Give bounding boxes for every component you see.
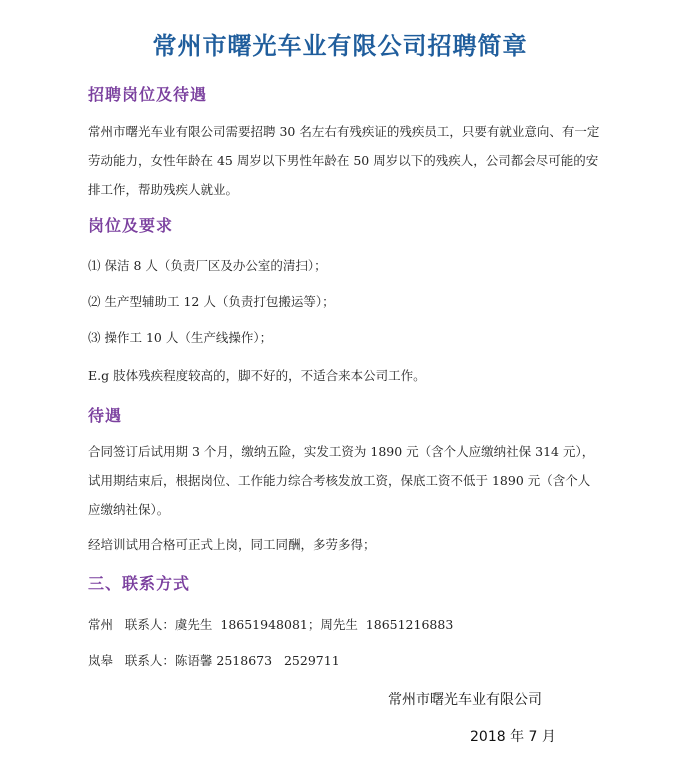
treatment-paragraph: 合同签订后试用期 3 个月，缴纳五险，实发工资为 1890 元（含个人应缴纳社保 314 元），试用期结束后，根据岗位、工作能力综合考核发放工资，保底工资不低于 1890 元（含个人应缴纳社保）。: [88, 444, 595, 517]
footer-company: 常州市曙光车业有限公司: [388, 692, 542, 708]
section-heading-contact: 三、联系方式: [88, 574, 191, 593]
footer-date: 2018 年 7 月: [470, 729, 556, 745]
page-title: 常州市曙光车业有限公司招聘简章: [152, 32, 528, 60]
position-note: E.g 肢体残疾程度较高的，脚不好的，不适合来本公司工作。: [88, 368, 426, 383]
position-item-helper: ⑵ 生产型辅助工 12 人（负责打包搬运等）；: [88, 294, 335, 309]
treatment-note: 经培训试用合格可正式上岗，同工同酬，多劳多得；: [88, 537, 376, 552]
position-item-operator: ⑶ 操作工 10 人（生产线操作）；: [88, 330, 273, 345]
section-heading-positions: 岗位及要求: [88, 216, 174, 235]
contact-line-changzhou: 常州 联系人：虞先生 18651948081；周先生 18651216883: [88, 617, 454, 632]
position-item-cleaning: ⑴ 保洁 8 人（负责厂区及办公室的清扫）；: [88, 258, 327, 273]
section-heading-recruit: 招聘岗位及待遇: [88, 85, 208, 104]
contact-line-langao: 岚皋 联系人：陈语馨 2518673 2529711: [88, 653, 340, 668]
recruit-paragraph: 常州市曙光车业有限公司需要招聘 30 名左右有残疾证的残疾员工，只要有就业意向、有一定劳动能力，女性年龄在 45 周岁以下男性年龄在 50 周岁以下的残疾人，公司都会尽可能的安排工作，帮助残疾人就业。: [88, 124, 600, 197]
section-heading-treatment: 待遇: [88, 406, 123, 425]
